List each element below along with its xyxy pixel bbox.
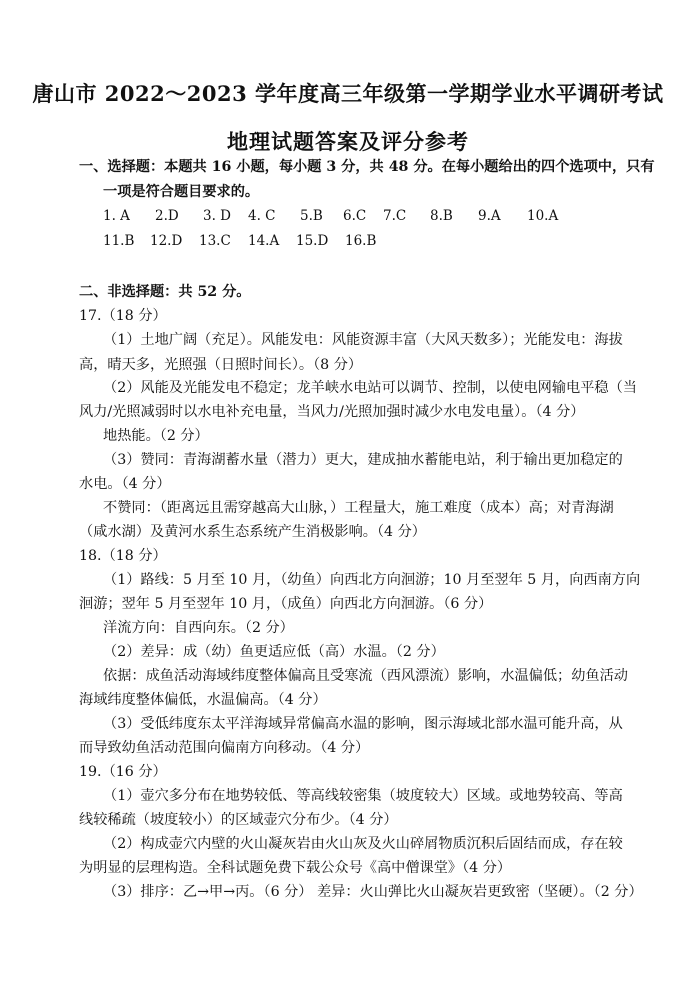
- answer-line: 为明显的层理构造。全科试题免费下载公众号《高中僧课堂》（4 分）: [79, 860, 512, 876]
- section2-heading: 二、非选择题：共 52 分。: [79, 284, 251, 300]
- section1-heading-line1: 一、选择题：本题共 16 小题，每小题 3 分，共 48 分。在每小题给出的四个选项中，只有: [79, 159, 655, 175]
- answer-item: 9.A: [478, 208, 501, 224]
- answer-line: （2）差异：成（幼）鱼更适应低（高）水温。（2 分）: [103, 644, 445, 660]
- document-subtitle: 地理试题答案及评分参考: [227, 129, 469, 154]
- answer-line: 海域纬度整体偏低，水温偏高。（4 分）: [79, 692, 327, 708]
- answer-line: 地热能。（2 分）: [103, 428, 209, 444]
- answer-line: （1）路线：5 月至 10 月，（幼鱼）向西北方向洄游；10 月至翌年 5 月，向西南方向: [103, 572, 641, 588]
- answer-line: 依据：成鱼活动海域纬度整体偏高且受寒流（西风漂流）影响，水温偏低；幼鱼活动: [103, 668, 628, 684]
- section1-heading-line2: 一项是符合题目要求的。: [103, 184, 260, 200]
- answer-line: 风力/光照减弱时以水电补充电量，当风力/光照加强时减少水电发电量）。（4 分）: [79, 404, 585, 420]
- answer-line: 而导致幼鱼活动范围向偏南方向移动。（4 分）: [79, 740, 370, 756]
- answer-line: （3）赞同：青海湖蓄水量（潜力）更大，建成抽水蓄能电站，利于输出更加稳定的: [103, 452, 623, 468]
- answer-line: 水电。（4 分）: [79, 476, 171, 492]
- answer-line: （1）壶穴多分布在地势较低、等高线较密集（坡度较大）区域。或地势较高、等高: [103, 788, 623, 804]
- answer-line: （3）排序：乙→甲→丙。（6 分） 差异：火山弹比火山凝灰岩更致密（坚硬）。（2 分）: [103, 884, 643, 900]
- answer-line: 17.（18 分）: [79, 308, 167, 324]
- answer-item: 5.B: [300, 208, 323, 224]
- answer-line: （2）风能及光能发电不稳定；龙羊峡水电站可以调节、控制，以使电网输电平稳（当: [103, 380, 637, 396]
- answer-line: 高，晴天多，光照强（日照时间长）。（8 分）: [79, 357, 363, 373]
- answer-line: （3）受低纬度东太平洋海域异常偏高水温的影响，图示海域北部水温可能升高，从: [103, 716, 623, 732]
- answer-line: 18.（18 分）: [79, 548, 167, 564]
- answer-item: 4. C: [248, 208, 276, 224]
- answer-item: 12.D: [150, 233, 183, 249]
- answer-line: 线较稀疏（坡度较小）的区域壶穴分布少。（4 分）: [79, 812, 398, 828]
- answer-item: 8.B: [430, 208, 453, 224]
- answer-line: （咸水湖）及黄河水系生态系统产生消极影响。（4 分）: [79, 524, 426, 540]
- answer-item: 6.C: [343, 208, 367, 224]
- answer-line: 洄游；翌年 5 月至翌年 10 月，（成鱼）向西北方向洄游。（6 分）: [79, 596, 493, 612]
- answer-item: 1. A: [103, 208, 130, 224]
- answer-item: 3. D: [203, 208, 231, 224]
- answer-item: 16.B: [345, 233, 377, 249]
- document-title: 唐山市 2022～2023 学年度高三年级第一学期学业水平调研考试: [32, 81, 664, 106]
- answer-item: 2.D: [155, 208, 179, 224]
- answer-item: 11.B: [103, 233, 135, 249]
- answer-item: 7.C: [383, 208, 407, 224]
- answer-line: 不赞同：（距离远且需穿越高大山脉，）工程量大，施工难度（成本）高；对青海湖: [103, 500, 614, 516]
- answer-item: 10.A: [527, 208, 559, 224]
- answer-item: 14.A: [248, 233, 280, 249]
- answer-item: 13.C: [199, 233, 231, 249]
- answer-line: （1）土地广阔（充足）。风能发电：风能资源丰富（大风天数多）；光能发电：海拔: [103, 332, 623, 348]
- answer-line: （2）构成壶穴内壁的火山凝灰岩由火山灰及火山碎屑物质沉积后固结而成，存在较: [103, 836, 623, 852]
- answer-line: 19.（16 分）: [79, 764, 167, 780]
- answer-line: 洋流方向：自西向东。（2 分）: [103, 620, 294, 636]
- answer-item: 15.D: [296, 233, 329, 249]
